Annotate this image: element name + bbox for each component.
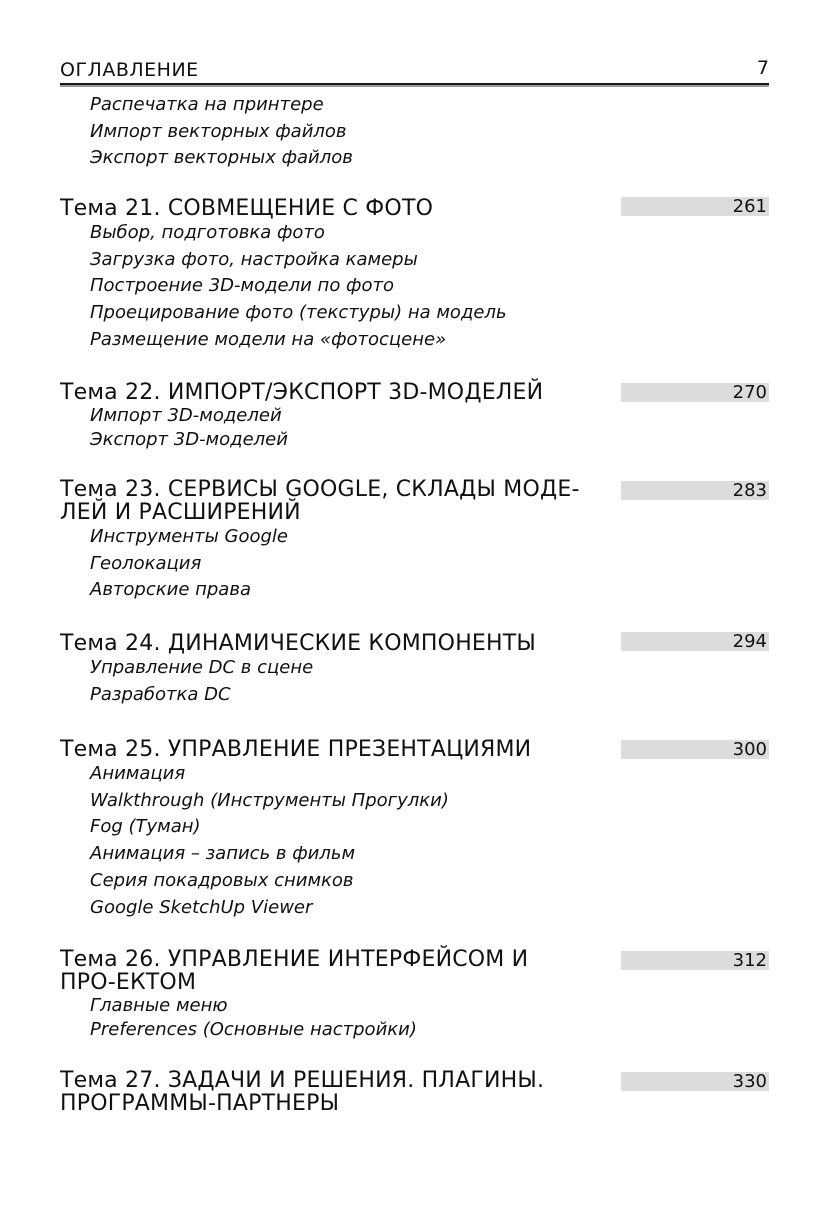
topic-page-number: 283 — [621, 481, 769, 500]
intro-section — [90, 92, 610, 172]
list-item: Авторские права — [90, 579, 251, 601]
list-item: Построение 3D-модели по фото — [90, 275, 394, 297]
topic-subsections — [60, 220, 769, 354]
topic-title: Тема 22. ИМПОРТ/ЭКСПОРТ 3D-МОДЕЛЕЙ — [60, 380, 544, 405]
topic-title: Тема 23. СЕРВИСЫ GOOGLE, СКЛАДЫ МОДЕ-ЛЕЙ И РАСШИРЕНИЙ — [60, 477, 580, 525]
list-item: Google SketchUp Viewer — [90, 896, 313, 918]
intro-list — [90, 92, 610, 172]
topic-subsections — [60, 404, 769, 452]
topic-subsections — [60, 761, 769, 921]
topic-title: Тема 26. УПРАВЛЕНИЕ ИНТЕРФЕЙСОМ И ПРО-ЕКТОМ — [60, 947, 529, 995]
list-item: Геолокация — [90, 552, 202, 574]
topic-page-number: 294 — [621, 632, 769, 651]
list-item: Размещение модели на «фотосцене» — [90, 328, 447, 350]
topic-page-number: 300 — [621, 740, 769, 759]
topic-subsections — [60, 524, 769, 604]
topic-page-number: 330 — [621, 1072, 769, 1091]
list-item: Проецирование фото (текстуры) на модель — [90, 302, 507, 324]
list-item: Walkthrough (Инструменты Прогулки) — [90, 789, 449, 811]
list-item: Импорт векторных файлов — [90, 120, 347, 142]
topic-21 — [60, 197, 769, 354]
topic-22 — [60, 381, 769, 452]
list-item: Разработка DC — [90, 683, 231, 705]
list-item: Распечатка на принтере — [90, 94, 324, 115]
topic-23 — [60, 478, 769, 604]
list-item: Экспорт 3D-моделей — [90, 429, 288, 450]
topic-25 — [60, 738, 769, 921]
topic-subsections — [60, 655, 769, 708]
list-item: Экспорт векторных файлов — [90, 147, 353, 169]
list-item: Серия покадровых снимков — [90, 869, 354, 891]
list-item: Анимация — [90, 763, 186, 784]
list-item: Анимация – запись в фильм — [90, 843, 356, 865]
list-item: Импорт 3D-моделей — [90, 405, 282, 426]
topic-page-number: 312 — [621, 951, 769, 970]
list-item: Выбор, подготовка фото — [90, 222, 325, 243]
topic-title: Тема 25. УПРАВЛЕНИЕ ПРЕЗЕНТАЦИЯМИ — [60, 737, 532, 762]
list-item: Главные меню — [90, 995, 228, 1016]
header-divider — [60, 83, 769, 85]
topic-26 — [60, 948, 769, 1042]
topic-subsections — [60, 994, 769, 1042]
list-item: Fog (Туман) — [90, 816, 201, 838]
list-item: Загрузка фото, настройка камеры — [90, 248, 418, 270]
topic-title: Тема 27. ЗАДАЧИ И РЕШЕНИЯ. ПЛАГИНЫ. ПРОГРАММЫ-ПАРТНЕРЫ — [60, 1068, 545, 1116]
list-item: Управление DC в сцене — [90, 657, 314, 678]
header-title: ОГЛАВЛЕНИЕ — [60, 59, 199, 81]
topic-page-number: 261 — [621, 197, 769, 216]
topic-24 — [60, 632, 769, 708]
topic-27 — [60, 1069, 769, 1115]
list-item: Preferences (Основные настройки) — [90, 1019, 417, 1040]
list-item: Инструменты Google — [90, 526, 289, 547]
topic-title: Тема 24. ДИНАМИЧЕСКИЕ КОМПОНЕНТЫ — [60, 631, 537, 656]
topic-title: Тема 21. СОВМЕЩЕНИЕ С ФОТО — [60, 196, 434, 221]
topic-page-number: 270 — [621, 383, 769, 402]
header-page-number: 7 — [756, 57, 769, 79]
